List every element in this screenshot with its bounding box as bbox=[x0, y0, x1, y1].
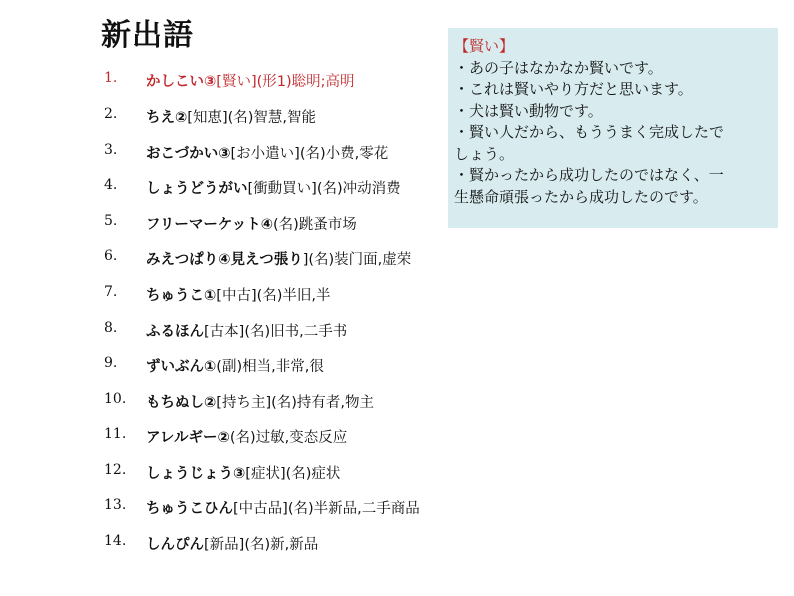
item-reading: ちゅうこひん bbox=[146, 501, 233, 517]
item-definition: [古本](名)旧书,二手书 bbox=[204, 324, 348, 340]
item-number: 6. bbox=[104, 248, 118, 264]
item-number: 8. bbox=[104, 320, 118, 336]
item-definition: ](名)装门面,虚荣 bbox=[302, 252, 412, 268]
item-number: 11. bbox=[104, 426, 127, 442]
item-reading: おこづかい③ bbox=[146, 146, 231, 162]
item-definition: [中古](名)半旧,半 bbox=[216, 288, 331, 304]
example-sentence: しょう。 bbox=[454, 144, 515, 163]
item-definition: [新品](名)新,新品 bbox=[204, 537, 319, 553]
item-number: 3. bbox=[104, 142, 118, 158]
item-reading: ふるほん bbox=[146, 324, 204, 340]
example-sentence: ・賢かったから成功したのではなく、一 bbox=[454, 166, 724, 184]
item-reading: ちゅうこ① bbox=[146, 288, 217, 304]
item-definition: (副)相当,非常,很 bbox=[216, 359, 324, 375]
note-heading: 【賢い】 bbox=[454, 37, 515, 55]
example-sentence: ・あの子はなかなか賢いです。 bbox=[454, 58, 663, 77]
item-definition: [賢い](形1)聡明;高明 bbox=[216, 74, 355, 90]
example-note-box bbox=[448, 28, 778, 228]
item-definition: [症状](名)症状 bbox=[245, 466, 341, 482]
item-definition: [知恵](名)智慧,智能 bbox=[187, 110, 317, 126]
item-reading: かしこい③ bbox=[146, 74, 217, 90]
item-number: 9. bbox=[104, 355, 118, 371]
item-reading: みえつぱり④見えつ張り bbox=[146, 252, 303, 268]
item-number: 7. bbox=[104, 284, 118, 300]
item-reading: しょうどうがい bbox=[146, 181, 248, 197]
item-definition: [中古品](名)半新品,二手商品 bbox=[233, 501, 420, 517]
item-reading: ちえ② bbox=[146, 110, 188, 126]
item-definition: (名)跳蚤市场 bbox=[272, 217, 357, 233]
item-reading: しょうじょう③ bbox=[146, 466, 246, 482]
item-number: 14. bbox=[104, 533, 127, 549]
example-sentence: ・これは賢いやり方だと思います。 bbox=[454, 80, 693, 98]
item-number: 5. bbox=[104, 213, 118, 229]
item-number: 1. bbox=[104, 70, 118, 86]
example-sentence: ・犬は賢い動物です。 bbox=[454, 101, 603, 120]
page-title: 新出語 bbox=[101, 18, 194, 53]
item-reading: ずいぶん① bbox=[146, 359, 217, 375]
item-reading: フリーマーケット④ bbox=[146, 217, 273, 233]
example-sentence: ・賢い人だから、もううまく完成したで bbox=[454, 123, 725, 141]
item-definition: [衝動買い](名)冲动消费 bbox=[247, 181, 401, 197]
item-number: 12. bbox=[104, 462, 127, 478]
item-number: 2. bbox=[104, 106, 118, 122]
item-number: 10. bbox=[104, 391, 127, 407]
item-definition: [お小遣い](名)小费,零花 bbox=[230, 146, 389, 162]
example-sentence: 生懸命頑張ったから成功したのです。 bbox=[454, 187, 708, 206]
item-reading: アレルギー② bbox=[146, 430, 230, 446]
item-reading: もちぬし② bbox=[146, 395, 217, 411]
item-number: 13. bbox=[104, 497, 127, 513]
item-number: 4. bbox=[104, 177, 118, 193]
item-reading: しんぴん bbox=[146, 537, 204, 553]
item-definition: (名)过敏,变态反应 bbox=[229, 430, 348, 446]
item-definition: [持ち主](名)持有者,物主 bbox=[216, 395, 375, 411]
